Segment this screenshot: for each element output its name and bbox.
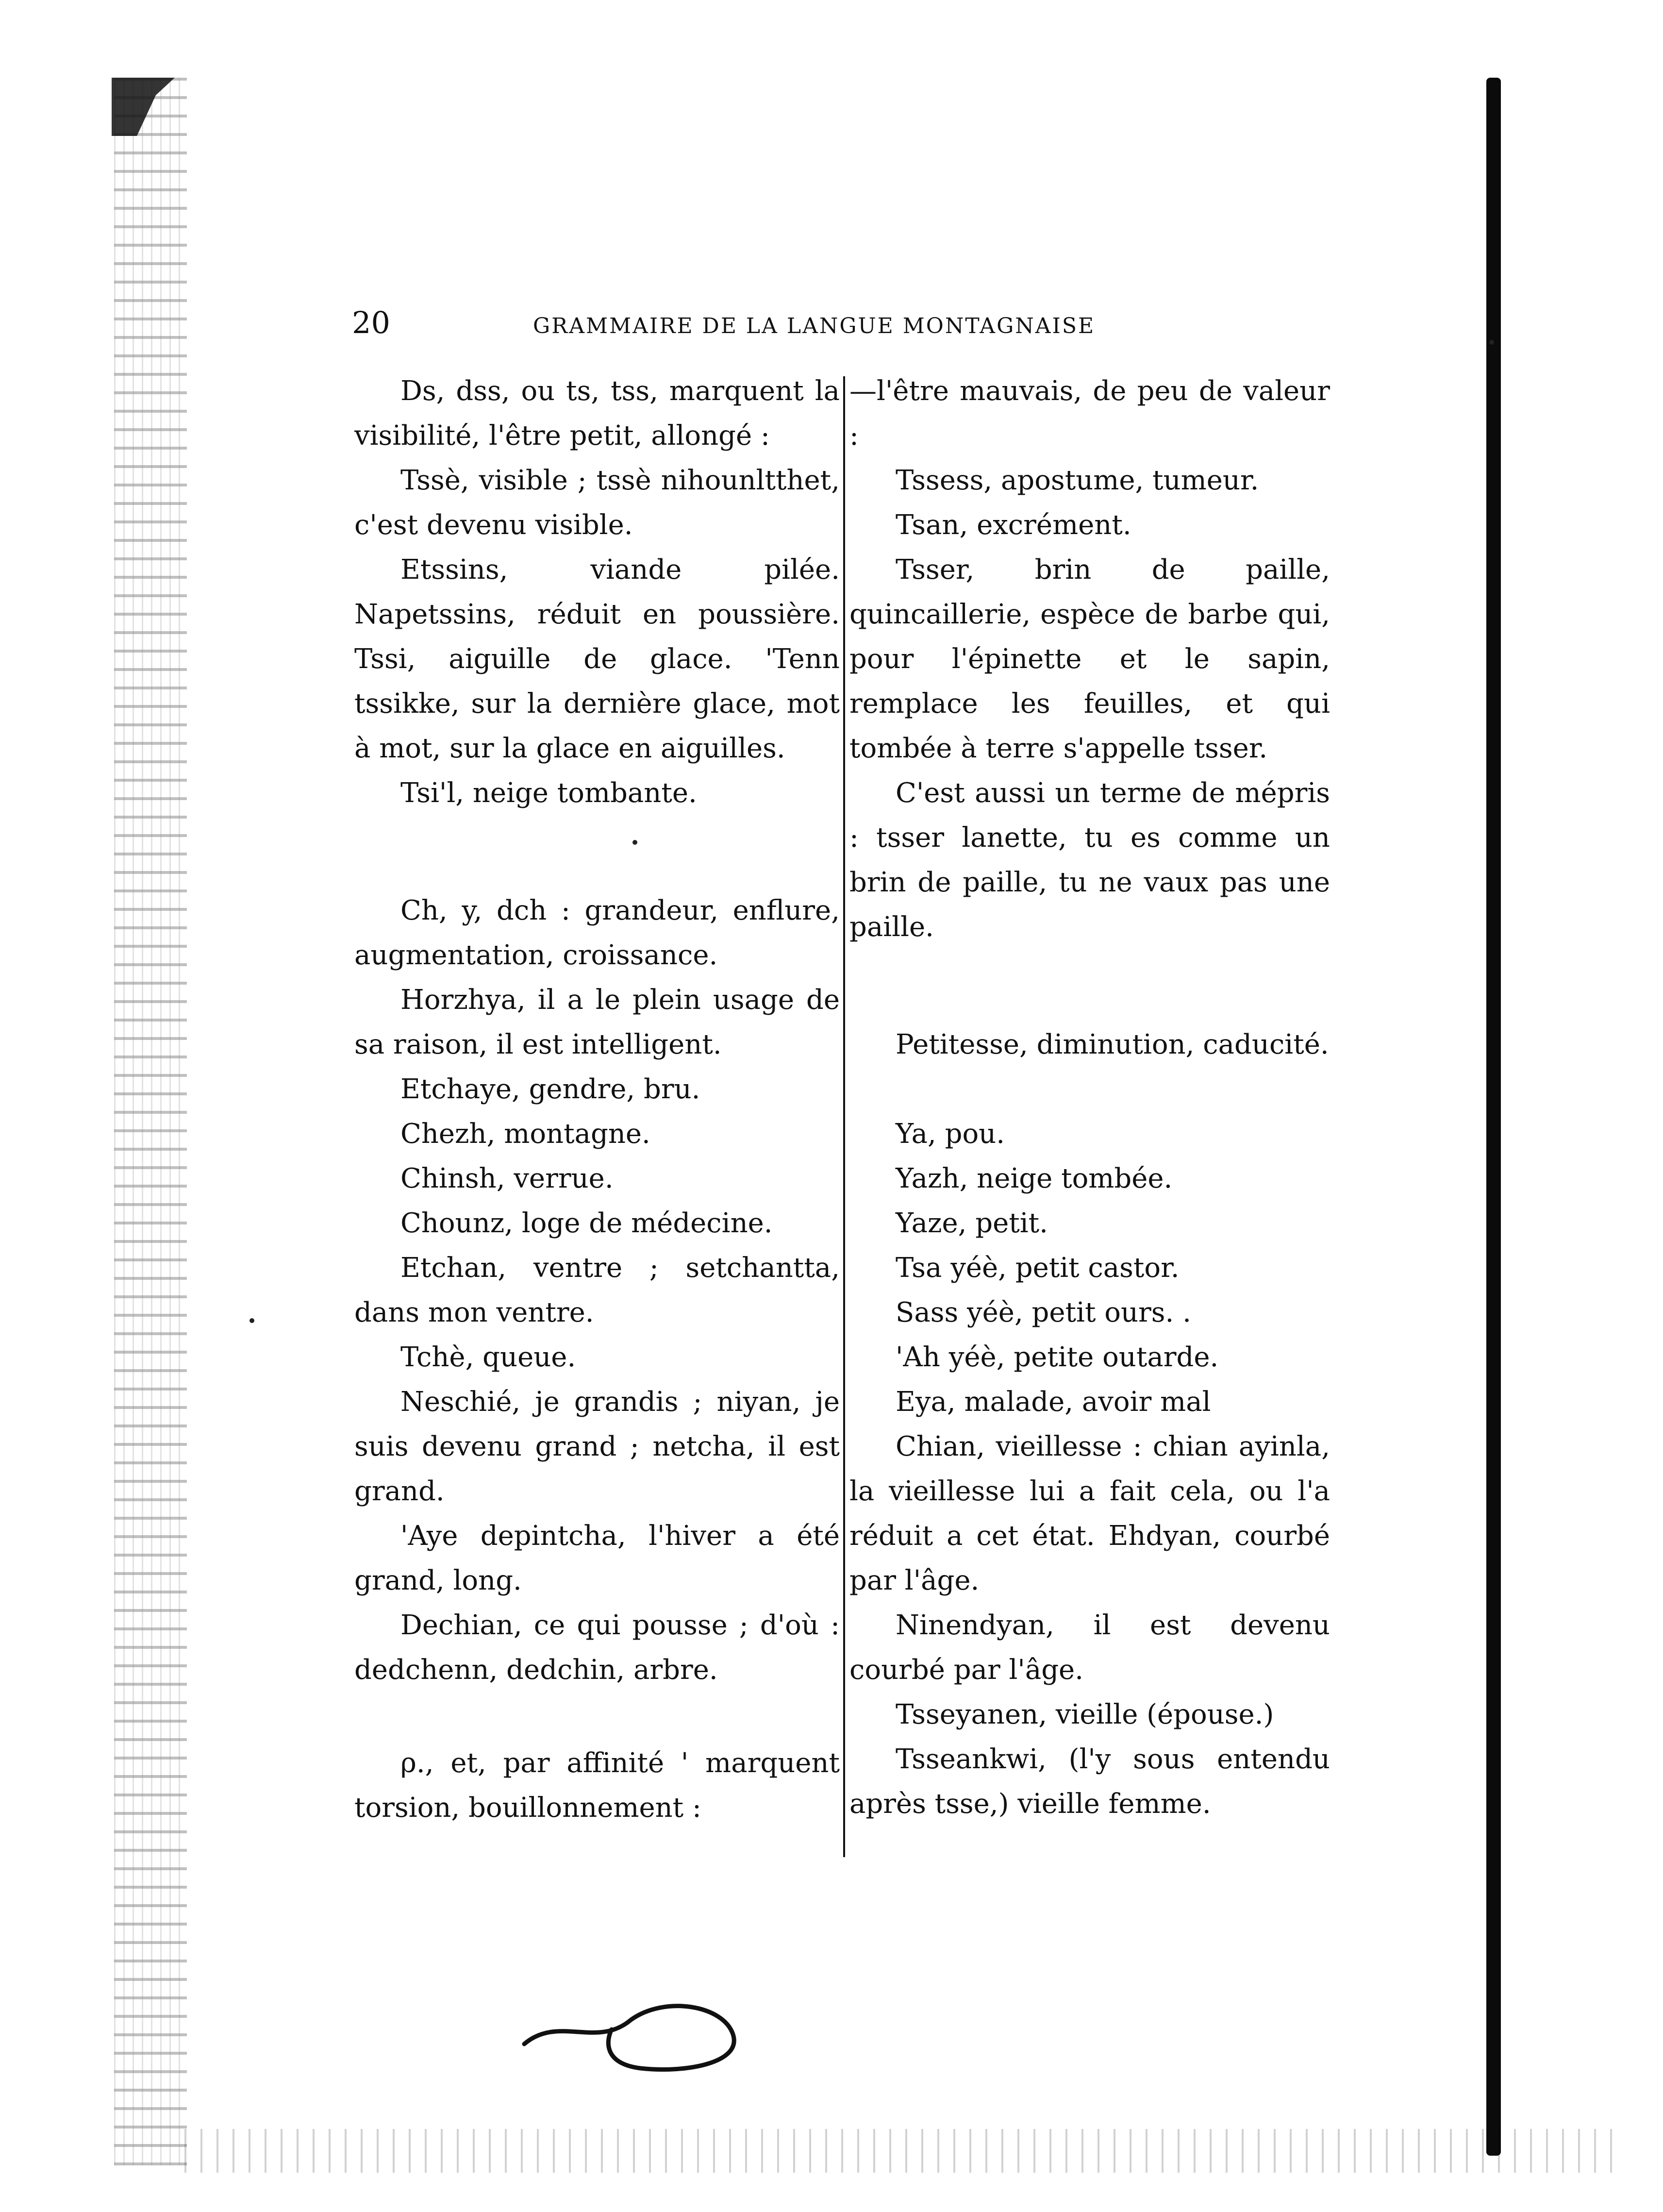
running-title: GRAMMAIRE DE LA LANGUE MONTAGNAISE [533,314,1096,338]
paragraph: Tssè, visible ; tssè nihounltthet, c'est devenu visible. [354,465,840,541]
paragraph: Yazh, neige tombée. [896,1163,1173,1194]
paragraph: Etssins, viande pilée. Napetssins, réduit en poussière. Tssi, aiguille de glace. 'Tenn tssikke, sur la dernière glace, mot à mot, sur la glace en aiguilles. [354,554,840,764]
paragraph: —l'être mauvais, de peu de valeur : [849,375,1330,452]
paragraph: Ch, y, dch : grandeur, enflure, augmentation, croissance. [354,895,840,971]
paragraph: Tsseankwi, (l'y sous entendu après tsse,) vieille femme. [849,1743,1330,1820]
paragraph: ρ., et, par affinité ' marquent torsion, bouillonnement : [354,1747,840,1824]
paragraph: C'est aussi un terme de mépris : tsser lanette, tu es comme un brin de paille, tu ne vaux pas une paille. [849,777,1330,943]
paragraph: Tsser, brin de paille, quincaillerie, espèce de barbe qui, pour l'épinette et le sapin, remplace les feuilles, et qui tombée à terre s'appelle tsser. [849,554,1330,764]
paragraph: 'Ah yéè, petite outarde. [896,1341,1219,1373]
scan-right-edge-bar [1486,78,1501,2156]
paragraph: Tsi'l, neige tombante. [400,777,697,809]
ink-speck [632,840,637,845]
ink-speck [1489,340,1494,345]
paragraph: Horzhya, il a le plein usage de sa raison, il est intelligent. [354,984,840,1060]
paragraph: Sass yéè, petit ours. . [896,1297,1191,1328]
paragraph: Tsan, excrément. [896,509,1131,541]
paragraph: Neschié, je grandis ; niyan, je suis devenu grand ; netcha, il est grand. [354,1386,840,1507]
section-gap [849,950,1330,1022]
ink-scribble [519,1986,748,2078]
right-column [849,369,1330,1827]
paragraph: Yaze, petit. [896,1207,1048,1239]
scan-bottom-edge-artifact [184,2129,1621,2173]
scan-left-edge-artifact [114,78,187,2165]
paragraph: Ya, pou. [896,1118,1005,1150]
left-column [354,369,840,1830]
page-number: 20 [352,305,390,340]
paragraph: Petitesse, diminution, caducité. [896,1029,1329,1060]
paragraph: Tsseyanen, vieille (épouse.) [896,1699,1274,1730]
paragraph: Tsa yéè, petit castor. [896,1252,1180,1284]
paragraph: Tchè, queue. [400,1341,576,1373]
paragraph: Tssess, apostume, tumeur. [896,465,1259,496]
paragraph: Etchaye, gendre, bru. [400,1073,700,1105]
paragraph: Chinsh, verrue. [400,1163,614,1194]
paragraph: Chezh, montagne. [400,1118,650,1150]
paragraph: Dechian, ce qui pousse ; d'où : dedchenn, dedchin, arbre. [354,1609,840,1686]
page-header [352,301,1318,350]
paragraph: Ninendyan, il est devenu courbé par l'âge. [849,1609,1330,1686]
paragraph: 'Aye depintcha, l'hiver a été grand, long. [354,1520,840,1596]
section-gap [849,1067,1330,1112]
paragraph: Chian, vieillesse : chian ayinla, la vieillesse lui a fait cela, ou l'a réduit a cet état. Ehdyan, courbé par l'âge. [849,1431,1330,1596]
paragraph: Ds, dss, ou ts, tss, marquent la visibilité, l'être petit, allongé : [354,375,840,452]
section-gap [354,1693,840,1741]
column-divider [843,376,845,1857]
ink-speck [249,1318,254,1323]
paragraph: Eya, malade, avoir mal [896,1386,1211,1418]
paragraph: Chounz, loge de médecine. [400,1207,773,1239]
section-gap [354,816,840,888]
paragraph: Etchan, ventre ; setchantta, dans mon ventre. [354,1252,840,1328]
